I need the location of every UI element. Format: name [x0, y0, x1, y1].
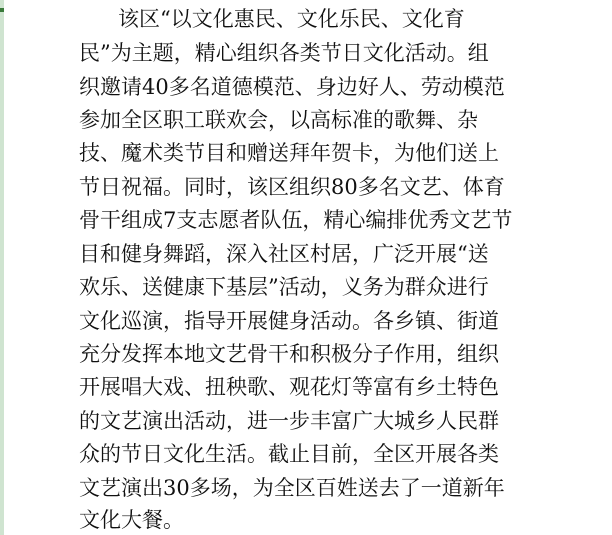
- paragraph-line: 文化巡演，指导开展健身活动。各乡镇、街道: [79, 309, 499, 333]
- paragraph-line: 文化大餐。: [79, 508, 184, 532]
- paragraph-line: 节日祝福。同时，该区组织80多名文艺、体育: [79, 175, 505, 199]
- paragraph-line: 的文艺演出活动，进一步丰富广大城乡人民群: [79, 409, 499, 433]
- paragraph-line: 目和健身舞蹈，深入社区村居，广泛开展“送: [79, 242, 489, 266]
- paragraph-line: 骨干组成7支志愿者队伍，精心编排优秀文艺节: [79, 208, 513, 232]
- paragraph-line: 文艺演出30多场，为全区百姓送去了一道新年: [79, 476, 505, 500]
- paragraph-line: 民”为主题，精心组织各类节日文化活动。组: [79, 41, 489, 65]
- paragraph-line: 参加全区职工联欢会，以高标准的歌舞、杂: [79, 108, 478, 132]
- paragraph-line: 众的节日文化生活。截止目前，全区开展各类: [79, 442, 499, 466]
- paragraph-line: 欢乐、送健康下基层”活动，义务为群众进行: [79, 275, 489, 299]
- paragraph-line: 织邀请40多名道德模范、身边好人、劳动模范: [79, 75, 505, 99]
- paragraph-line: 该区“以文化惠民、文化乐民、文化育: [118, 7, 465, 31]
- paragraph-line: 开展唱大戏、扭秧歌、观花灯等富有乡土特色: [79, 375, 499, 399]
- paragraph-line: 充分发挥本地文艺骨干和积极分子作用，组织: [79, 342, 499, 366]
- paragraph-line: 技、魔术类节目和赠送拜年贺卡，为他们送上: [79, 141, 499, 165]
